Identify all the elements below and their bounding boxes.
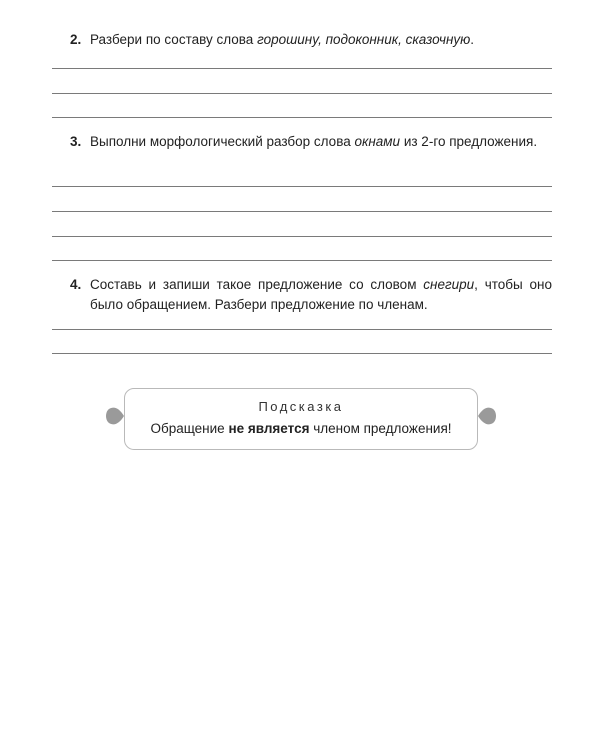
answer-line[interactable] bbox=[52, 93, 552, 94]
task-4 bbox=[70, 275, 552, 315]
task-text-italic: горошину, подоконник, сказочную bbox=[257, 32, 471, 47]
hint-pin-right-icon bbox=[477, 405, 497, 427]
answer-line[interactable] bbox=[52, 186, 552, 187]
task-text-part: Составь и запиши такое предложение со словом bbox=[90, 277, 424, 292]
task-3 bbox=[70, 132, 552, 152]
hint-text-end: членом предложения! bbox=[309, 421, 452, 436]
hint-title: Подсказка bbox=[258, 399, 344, 414]
task-number: 2. bbox=[70, 32, 82, 47]
answer-line[interactable] bbox=[52, 211, 552, 212]
hint-text bbox=[125, 419, 477, 439]
task-text-part: Разбери по составу слова bbox=[90, 32, 258, 47]
task-number: 3. bbox=[70, 134, 82, 149]
task-text bbox=[90, 275, 552, 315]
task-text bbox=[90, 30, 552, 50]
answer-line[interactable] bbox=[52, 236, 552, 237]
task-text-part: Выполни морфологический разбор слова bbox=[90, 134, 355, 149]
answer-line[interactable] bbox=[52, 68, 552, 69]
hint-pin-left-icon bbox=[105, 405, 125, 427]
answer-line[interactable] bbox=[52, 260, 552, 261]
answer-line[interactable] bbox=[52, 329, 552, 330]
answer-line[interactable] bbox=[52, 353, 552, 354]
task-text-part: из 2-го предложения. bbox=[400, 134, 538, 149]
task-text-part: . bbox=[470, 32, 475, 47]
answer-line[interactable] bbox=[52, 117, 552, 118]
hint-box bbox=[124, 388, 478, 450]
task-text-part: , чтобы оно было обращением. Разбери предложение по членам. bbox=[90, 277, 552, 312]
hint-text-start: Обращение bbox=[150, 421, 229, 436]
task-text-italic: снегири bbox=[423, 277, 475, 292]
task-text bbox=[90, 132, 552, 152]
task-2 bbox=[70, 30, 552, 50]
task-text-italic: окнами bbox=[354, 134, 401, 149]
task-number: 4. bbox=[70, 277, 82, 292]
hint-text-bold: не является bbox=[228, 421, 310, 436]
